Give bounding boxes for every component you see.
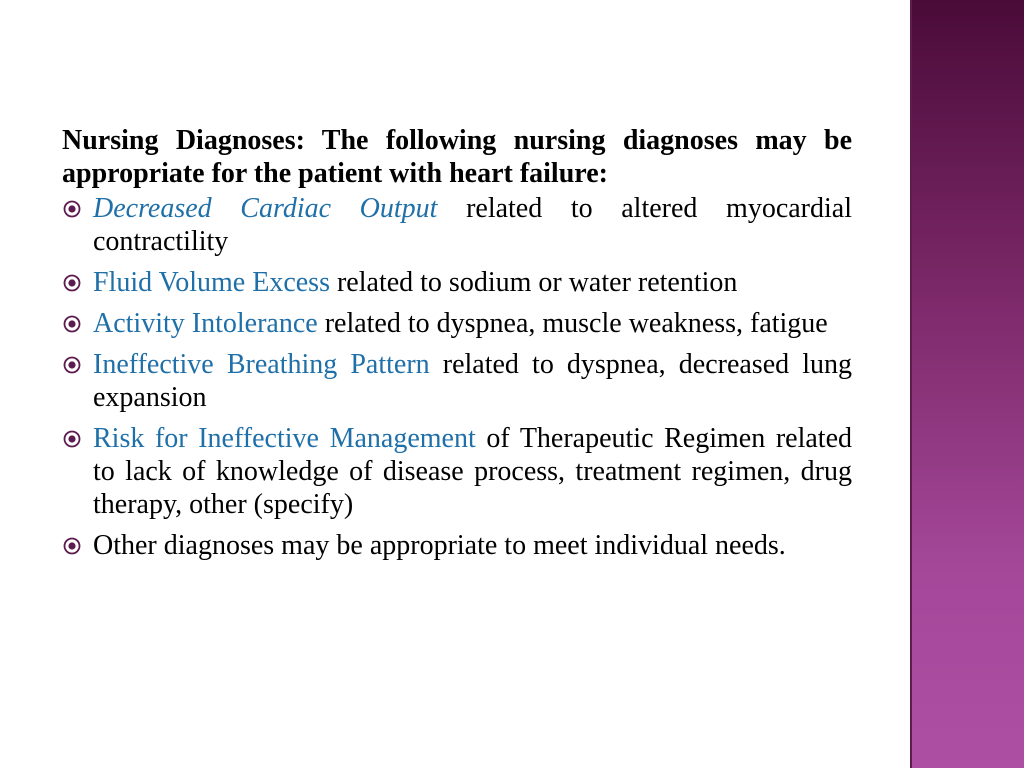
- circled-dot-bullet-icon: [62, 273, 82, 293]
- circled-dot-bullet-icon: [62, 429, 82, 449]
- slide-heading: Nursing Diagnoses: The following nursing diagnoses may be appropriate for the patient with heart failure:: [62, 125, 852, 189]
- circled-dot-bullet-icon: [62, 355, 82, 375]
- list-item: [62, 529, 852, 562]
- list-item: [62, 266, 852, 299]
- diagnosis-detail: related to sodium or water retention: [329, 267, 738, 298]
- diagnosis-label: Activity Intolerance: [93, 308, 318, 339]
- other-diagnoses-text: Other diagnoses may be appropriate to meet individual needs.: [93, 530, 786, 561]
- list-item: [62, 422, 852, 521]
- list-item: [62, 192, 852, 258]
- list-item: [62, 348, 852, 414]
- diagnosis-detail: of Therapeutic Regimen related to lack of knowledge of disease process, treatment regimen, drug therapy, other (specify): [93, 423, 853, 520]
- diagnosis-label: Risk for Ineffective Management: [93, 423, 476, 454]
- circled-dot-bullet-icon: [62, 314, 82, 334]
- circled-dot-bullet-icon: [62, 536, 82, 556]
- circled-dot-bullet-icon: [62, 199, 82, 219]
- diagnosis-label: Fluid Volume Excess: [93, 267, 330, 298]
- decorative-side-band: [912, 0, 1024, 768]
- diagnosis-label: Ineffective Breathing Pattern: [93, 349, 430, 380]
- diagnosis-label: Decreased Cardiac Output: [93, 193, 438, 224]
- diagnosis-list: [62, 192, 852, 562]
- diagnosis-detail: related to dyspnea, muscle weakness, fatigue: [317, 308, 828, 339]
- diagnosis-detail: related to altered myocardial contractility: [93, 193, 852, 257]
- slide-content: [62, 124, 852, 570]
- diagnosis-detail: related to dyspnea, decreased lung expansion: [93, 349, 852, 413]
- list-item: [62, 307, 852, 340]
